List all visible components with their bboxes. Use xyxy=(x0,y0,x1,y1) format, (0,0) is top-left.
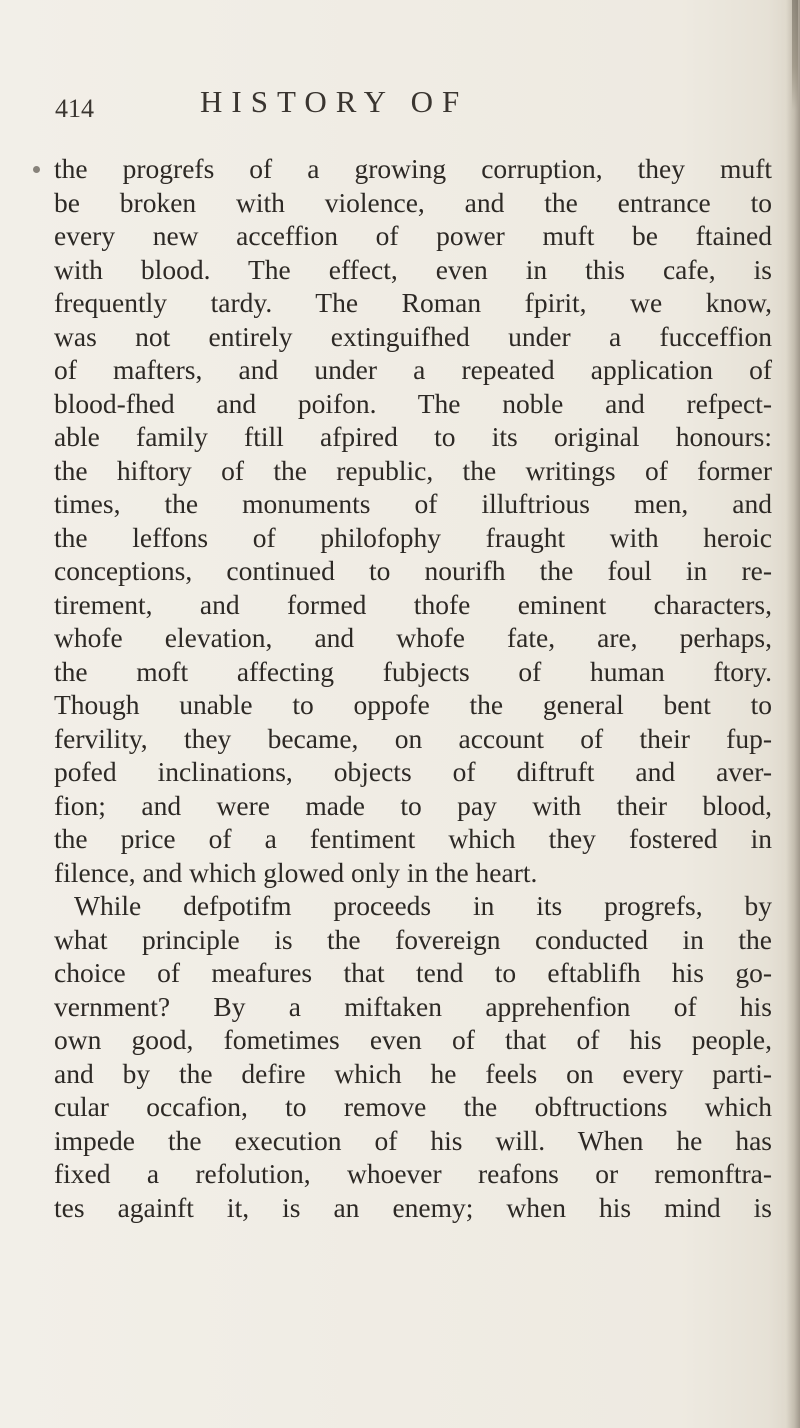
page-edge-mark xyxy=(792,0,798,110)
text-line: fion; and were made to pay with their blood, xyxy=(54,789,772,821)
text-line: be broken with violence, and the entrance to xyxy=(54,186,772,218)
text-line: vernment? By a miftaken apprehenfion of his xyxy=(54,990,772,1022)
text-line: filence, and which glowed only in the heart. xyxy=(54,856,538,888)
text-line: tirement, and formed thofe eminent characters, xyxy=(54,588,772,620)
text-line: tes againft it, is an enemy; when his mind is xyxy=(54,1191,772,1223)
text-line: frequently tardy. The Roman fpirit, we know, xyxy=(54,287,772,318)
text-line: was not entirely extinguifhed under a fucceffion xyxy=(54,320,772,352)
text-line: the price of a fentiment which they fostered in xyxy=(54,823,772,854)
paragraph-start-line: While defpotifm proceeds in its progrefs, by xyxy=(74,890,772,921)
text-line: blood-fhed and poifon. The noble and refpect- xyxy=(54,387,772,419)
text-line: every new acceffion of power muft be ftained xyxy=(54,220,772,251)
page-edge-shadow xyxy=(786,0,800,1428)
text-line: impede the execution of his will. When he has xyxy=(54,1124,772,1156)
page-header xyxy=(55,82,715,132)
text-line: conceptions, continued to nourifh the foul in re- xyxy=(54,555,772,586)
running-head: HISTORY OF xyxy=(200,84,469,119)
text-line: and by the defire which he feels on every parti- xyxy=(54,1057,772,1089)
text-line: the progrefs of a growing corruption, they muft xyxy=(54,153,772,184)
text-line: the leffons of philofophy fraught with heroic xyxy=(54,521,772,553)
text-line: cular occafion, to remove the obftructions which xyxy=(54,1091,772,1122)
text-line: fervility, they became, on account of their fup- xyxy=(54,722,772,754)
page-number: 414 xyxy=(55,94,94,123)
text-line: the moft affecting fubjects of human ftory. xyxy=(54,655,772,687)
text-line: what principle is the fovereign conducted in the xyxy=(54,923,772,955)
ink-spot xyxy=(33,166,40,173)
text-line: the hiftory of the republic, the writings of former xyxy=(54,454,772,486)
text-line: Though unable to oppofe the general bent to xyxy=(54,689,772,720)
text-line: of mafters, and under a repeated application of xyxy=(54,354,772,385)
text-line: times, the monuments of illuftrious men, and xyxy=(54,488,772,519)
text-line: choice of meafures that tend to eftablifh his go- xyxy=(54,957,772,988)
text-line: pofed inclinations, objects of diftruft and aver- xyxy=(54,756,772,787)
text-line: able family ftill afpired to its original honours: xyxy=(54,421,772,452)
text-line: with blood. The effect, even in this cafe, is xyxy=(54,253,772,285)
text-line: fixed a refolution, whoever reafons or remonftra- xyxy=(54,1158,772,1189)
body-text xyxy=(54,152,772,1224)
text-line: whofe elevation, and whofe fate, are, perhaps, xyxy=(54,622,772,653)
text-line: own good, fometimes even of that of his people, xyxy=(54,1024,772,1055)
